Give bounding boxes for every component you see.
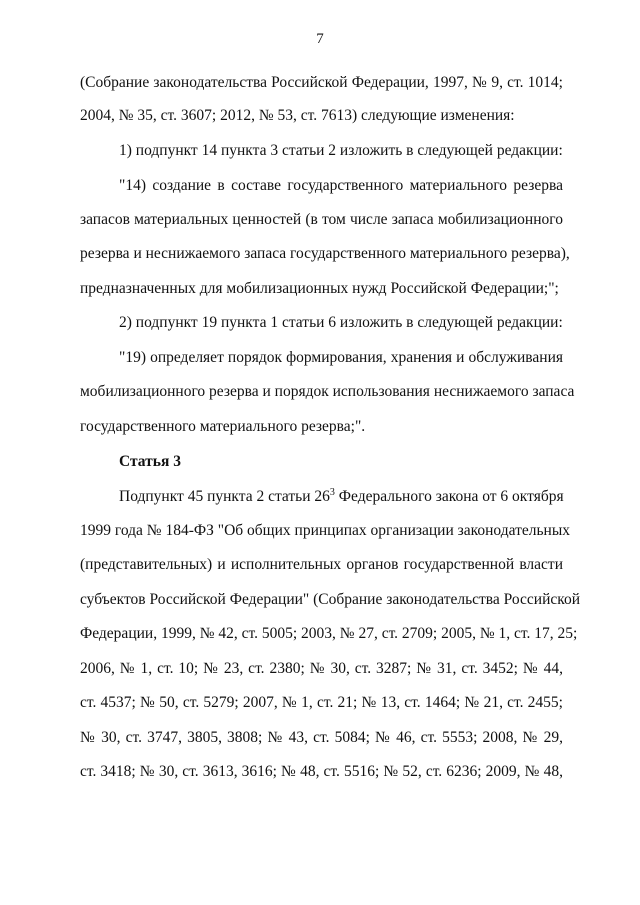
text-line: ст. 3418; № 30, ст. 3613, 3616; № 48, ст. 5516; № 52, ст. 6236; 2009, № 48,	[80, 763, 563, 780]
text-line: 2006, № 1, ст. 10; № 23, ст. 2380; № 30, ст. 3287; № 31, ст. 3452; № 44,	[80, 660, 563, 677]
text-line: резерва и неснижаемого запаса государственного материального резерва),	[80, 245, 570, 262]
text-line: (Собрание законодательства Российской Федерации, 1997, № 9, ст. 1014;	[80, 74, 563, 91]
text-segment: Подпункт 45 пункта 2 статьи 26	[119, 488, 330, 505]
text-line: Федерации, 1999, № 42, ст. 5005; 2003, № 27, ст. 2709; 2005, № 1, ст. 17, 25;	[80, 625, 578, 642]
text-line: "14) создание в составе государственного материального резерва	[119, 177, 563, 194]
text-line	[119, 487, 563, 507]
article-heading: Статья 3	[119, 453, 181, 470]
text-line: предназначенных для мобилизационных нужд Российской Федерации;";	[80, 280, 559, 297]
text-line: 2004, № 35, ст. 3607; 2012, № 53, ст. 7613) следующие изменения:	[80, 107, 515, 124]
text-line: 1) подпункт 14 пункта 3 статьи 2 изложить в следующей редакции:	[119, 142, 563, 159]
text-line: 1999 года № 184-ФЗ "Об общих принципах организации законодательных	[80, 522, 571, 539]
text-segment: Федерального закона от 6 октября	[334, 488, 564, 505]
text-line: "19) определяет порядок формирования, хранения и обслуживания	[119, 349, 563, 366]
text-line: 2) подпункт 19 пункта 1 статьи 6 изложить в следующей редакции:	[119, 314, 563, 331]
text-line: мобилизационного резерва и порядок использования неснижаемого запаса	[80, 383, 575, 400]
text-line: ст. 4537; № 50, ст. 5279; 2007, № 1, ст. 21; № 13, ст. 1464; № 21, ст. 2455;	[80, 694, 563, 711]
page-number: 7	[316, 31, 324, 47]
superscript: 3	[329, 486, 335, 498]
text-line: (представительных) и исполнительных органов государственной власти	[80, 556, 563, 573]
text-line: № 30, ст. 3747, 3805, 3808; № 43, ст. 5084; № 46, ст. 5553; 2008, № 29,	[80, 729, 563, 746]
text-line: государственного материального резерва;".	[80, 418, 366, 435]
text-line: запасов материальных ценностей (в том числе запаса мобилизационного	[80, 211, 563, 228]
text-line: субъектов Российской Федерации" (Собрание законодательства Российской	[80, 591, 581, 608]
